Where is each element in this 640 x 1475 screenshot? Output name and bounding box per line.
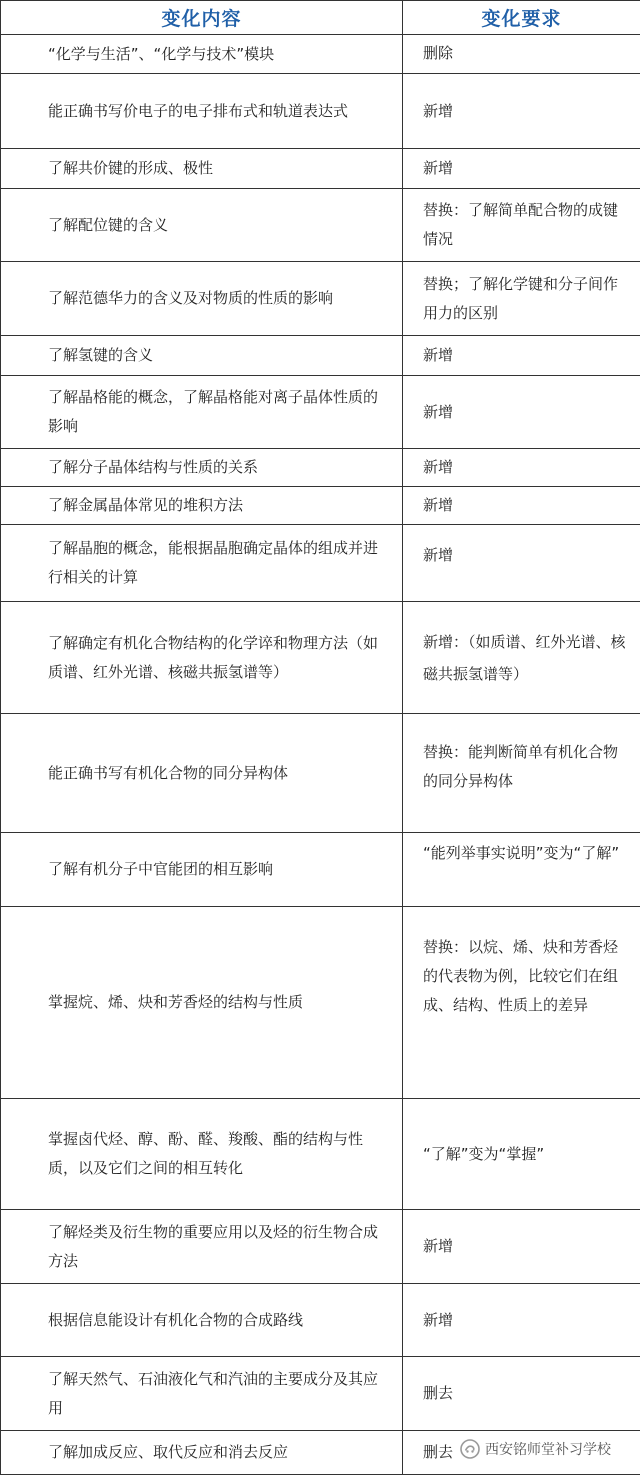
cell-requirement: 新增 [403, 525, 640, 602]
cell-requirement: 新增 [403, 449, 640, 487]
table-row [1, 74, 640, 149]
cell-content: 了解加成反应、取代反应和消去反应 [1, 1431, 403, 1475]
cell-requirement: 替换；了解化学键和分子间作用力的区别 [403, 262, 640, 336]
cell-content: 了解天然气、石油液化气和汽油的主要成分及其应用 [1, 1357, 403, 1431]
cell-requirement: 删去 [403, 1431, 640, 1475]
cell-content: 能正确书写有机化合物的同分异构体 [1, 714, 403, 833]
table-row [1, 602, 640, 714]
cell-content: 掌握卤代烃、醇、酚、醛、羧酸、酯的结构与性质，以及它们之间的相互转化 [1, 1099, 403, 1210]
header-content: 变化内容 [1, 1, 403, 35]
watermark [455, 1436, 615, 1462]
cell-content: 了解范德华力的含义及对物质的性质的影响 [1, 262, 403, 336]
cell-requirement: 新增 [403, 74, 640, 149]
cell-content: 了解晶格能的概念，了解晶格能对离子晶体性质的影响 [1, 376, 403, 449]
table-row [1, 189, 640, 262]
cell-content: 能正确书写价电子的电子排布式和轨道表达式 [1, 74, 403, 149]
cell-requirement: 新增 [403, 1284, 640, 1357]
watermark-text: 西安铭师堂补习学校 [485, 1439, 611, 1459]
table-row [1, 1099, 640, 1210]
cell-content: 掌握烷、烯、炔和芳香烃的结构与性质 [1, 907, 403, 1099]
table-row [1, 487, 640, 525]
cell-requirement: “能列举事实说明”变为“了解” [403, 833, 640, 907]
cell-content: 了解晶胞的概念，能根据晶胞确定晶体的组成并进行相关的计算 [1, 525, 403, 602]
table-row [1, 1357, 640, 1431]
table-row [1, 35, 640, 74]
cell-requirement: 删去 [403, 1357, 640, 1431]
wechat-official-account-icon [459, 1438, 481, 1460]
cell-content: 了解确定有机化合物结构的化学谇和物理方法（如质谱、红外光谱、核磁共振氢谱等） [1, 602, 403, 714]
cell-content: 了解金属晶体常见的堆积方法 [1, 487, 403, 525]
cell-requirement: 新增 [403, 149, 640, 189]
cell-requirement: 新增 [403, 487, 640, 525]
cell-requirement: 新增：（如质谱、红外光谱、核磁共振氢谱等） [403, 602, 640, 714]
cell-content: 了解共价键的形成、极性 [1, 149, 403, 189]
cell-content: 了解分子晶体结构与性质的关系 [1, 449, 403, 487]
table-row [1, 376, 640, 449]
table-row [1, 833, 640, 907]
cell-content: 根据信息能设计有机化合物的合成路线 [1, 1284, 403, 1357]
cell-requirement: 替换：了解简单配合物的成键情况 [403, 189, 640, 262]
cell-requirement: “了解”变为“掌握” [403, 1099, 640, 1210]
cell-requirement: 新增 [403, 1210, 640, 1284]
table-row [1, 149, 640, 189]
cell-requirement: 替换：能判断简单有机化合物的同分异构体 [403, 714, 640, 833]
table-row [1, 907, 640, 1099]
cell-requirement: 新增 [403, 336, 640, 376]
table-row [1, 525, 640, 602]
cell-requirement: 替换：以烷、烯、炔和芳香烃的代表物为例，比较它们在组成、结构、性质上的差异 [403, 907, 640, 1099]
cell-content: 了解有机分子中官能团的相互影响 [1, 833, 403, 907]
table-row [1, 449, 640, 487]
table-row [1, 714, 640, 833]
table-header-row [1, 1, 640, 35]
cell-content: 了解烃类及衍生物的重要应用以及烃的衍生物合成方法 [1, 1210, 403, 1284]
cell-content: 了解氢键的含义 [1, 336, 403, 376]
table-row [1, 1210, 640, 1284]
cell-requirement: 删除 [403, 35, 640, 74]
header-requirement: 变化要求 [403, 1, 640, 35]
table-row [1, 1284, 640, 1357]
table-row [1, 336, 640, 376]
cell-content: “化学与生活”、“化学与技术”模块 [1, 35, 403, 74]
cell-content: 了解配位键的含义 [1, 189, 403, 262]
table-row [1, 262, 640, 336]
cell-requirement: 新增 [403, 376, 640, 449]
